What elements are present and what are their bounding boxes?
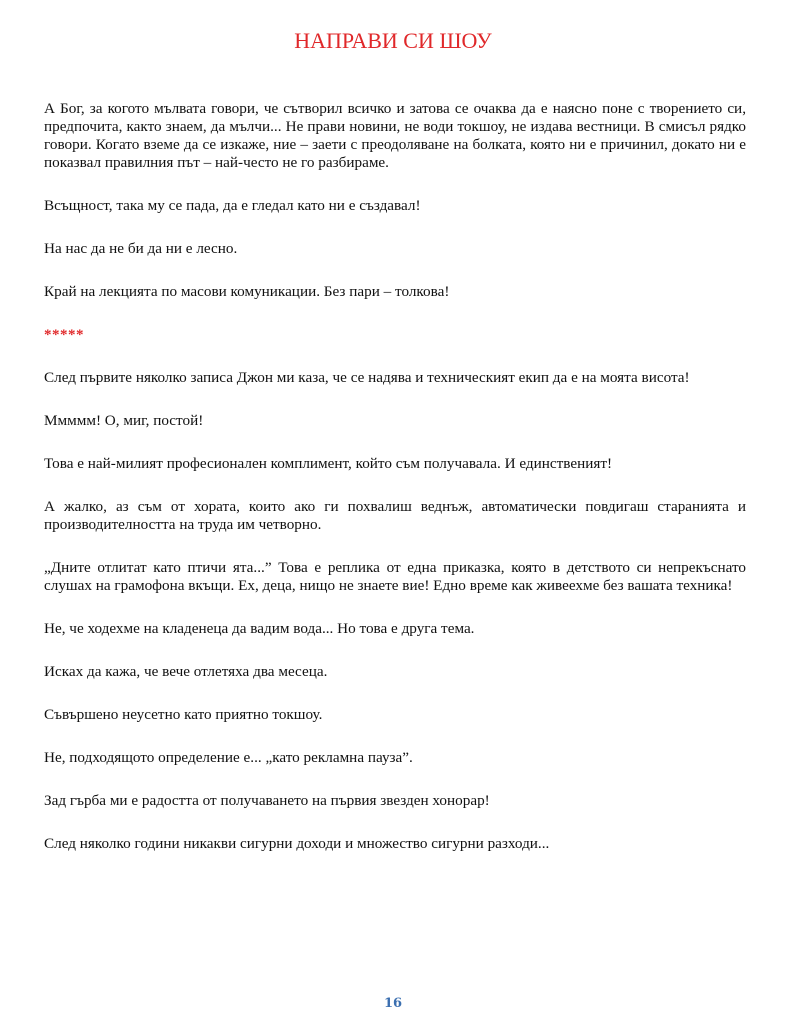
paragraph-15: След няколко години никакви сигурни доходи и множество сигурни разходи...	[44, 835, 550, 852]
paragraph-6: Ммммм! О, миг, постой!	[44, 412, 204, 429]
paragraph-9: „Дните отлитат като птичи ята...” Това е реплика от една приказка, която в детството си непрекъснато слушах на грамофона вкъщи. Ех, деца, нищо не знаете вие! Едно време как живеехме без вашата техника!	[44, 559, 746, 594]
page-title: НАПРАВИ СИ ШОУ	[294, 28, 492, 53]
paragraph-13: Не, подходящото определение е... „като рекламна пауза”.	[44, 749, 413, 766]
paragraph-2: Всъщност, така му се пада, да е гледал като ни е създавал!	[44, 197, 421, 214]
body-text	[44, 100, 746, 878]
page-number: 16	[383, 996, 403, 1011]
paragraph-10: Не, че ходехме на кладенеца да вадим вода... Но това е друга тема.	[44, 620, 475, 637]
section-separator: *****	[44, 327, 84, 343]
paragraph-8: А жалко, аз съм от хората, които ако ги похвалиш веднъж, автоматически повдигаш старанията и производителността на труда им четворно.	[44, 498, 746, 533]
paragraph-14: Зад гърба ми е радостта от получаването на първия звезден хонорар!	[44, 792, 490, 809]
paragraph-3: На нас да не би да ни е лесно.	[44, 240, 238, 257]
paragraph-7: Това е най-милият професионален комплимент, който съм получавала. И единственият!	[44, 455, 613, 472]
paragraph-12: Съвършено неусетно като приятно токшоу.	[44, 706, 323, 723]
paragraph-1: А Бог, за когото мълвата говори, че сътворил всичко и затова се очаква да е наясно поне с творението си, предпочита, както знаем, да мълчи... Не прави новини, не води токшоу, не издава вестници. В смисъл рядко говори. Когато вземе да се изкаже, ние – заети с преодоляване на болката, която ни е причинил, докато ни е показвал правилния път – най-често не го разбираме.	[44, 100, 746, 171]
paragraph-11: Исках да кажа, че вече отлетяха два месеца.	[44, 663, 328, 680]
paragraph-4: Край на лекцията по масови комуникации. Без пари – толкова!	[44, 283, 450, 300]
paragraph-5: След първите няколко записа Джон ми каза, че се надява и техническият екип да е на моята висота!	[44, 369, 690, 386]
